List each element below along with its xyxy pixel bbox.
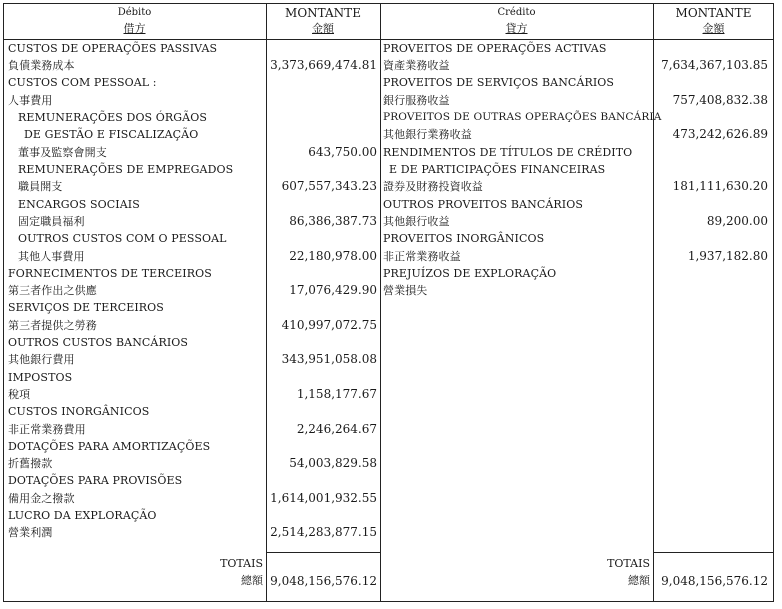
debit-row-amount: 1,158,177.67 bbox=[296, 387, 377, 401]
debit-amount-header-pt: MONTANTE bbox=[285, 6, 361, 20]
debit-row-label: 第三者提供之勞務 bbox=[8, 319, 97, 332]
debit-row-label: OUTROS CUSTOS COM O PESSOAL bbox=[18, 232, 227, 245]
debit-row-amount: 607,557,343.23 bbox=[281, 179, 377, 193]
debit-row-amount: 17,076,429.90 bbox=[289, 283, 377, 297]
debit-row-label: 固定職員福利 bbox=[18, 215, 85, 228]
credit-row-label: OUTROS PROVEITOS BANCÁRIOS bbox=[383, 198, 583, 211]
credit-row-label: E DE PARTICIPAÇÕES FINANCEIRAS bbox=[389, 163, 606, 176]
debit-row-label: OUTROS CUSTOS BANCÁRIOS bbox=[8, 336, 189, 349]
debit-row-label: DOTAÇÕES PARA PROVISÕES bbox=[8, 474, 183, 487]
debit-row-label: 折舊撥款 bbox=[8, 457, 53, 470]
totals-label-pt: TOTAIS bbox=[607, 557, 650, 570]
credit-row-label: 資產業務收益 bbox=[383, 59, 450, 72]
totals-label-zh: 總額 bbox=[628, 574, 650, 587]
debit-row-label: 備用金之撥款 bbox=[8, 492, 75, 505]
credit-amount-header-pt: MONTANTE bbox=[675, 6, 752, 20]
debit-row-amount: 410,997,072.75 bbox=[281, 318, 377, 332]
debit-row-label: 非正常業務費用 bbox=[8, 423, 86, 436]
credit-row-label: PROVEITOS INORGÂNICOS bbox=[383, 232, 545, 245]
credit-row-label: 非正常業務收益 bbox=[383, 250, 461, 263]
credit-row-amount: 89,200.00 bbox=[706, 214, 768, 228]
column-divider bbox=[653, 3, 654, 602]
debit-row-amount: 1,614,001,932.55 bbox=[270, 491, 377, 505]
credit-amount-header-zh: 金額 bbox=[702, 22, 725, 35]
credit-row-amount: 1,937,182.80 bbox=[687, 249, 768, 263]
credit-row-label: 證券及財務投資收益 bbox=[383, 180, 483, 193]
debit-header-pt: Débito bbox=[117, 7, 152, 18]
column-divider bbox=[266, 3, 267, 602]
credit-amount-header bbox=[653, 5, 774, 37]
credit-row-label: RENDIMENTOS DE TÍTULOS DE CRÉDITO bbox=[383, 146, 633, 159]
debit-row-label: DE GESTÃO E FISCALIZAÇÃO bbox=[24, 128, 199, 141]
credit-row-label: 營業損失 bbox=[383, 284, 428, 297]
debit-header-zh: 借方 bbox=[123, 22, 146, 35]
debit-header bbox=[3, 5, 266, 37]
debit-row-label: 董事及監察會開支 bbox=[18, 146, 107, 159]
debit-row-label: 第三者作出之供應 bbox=[8, 284, 97, 297]
debit-row-label: DOTAÇÕES PARA AMORTIZAÇÕES bbox=[8, 440, 211, 453]
debit-row-amount: 643,750.00 bbox=[308, 145, 377, 159]
column-divider bbox=[380, 3, 381, 602]
credit-row-label: 其他銀行業務收益 bbox=[383, 128, 472, 141]
debit-row-label: SERVIÇOS DE TERCEIROS bbox=[8, 301, 164, 314]
debit-row-label: CUSTOS COM PESSOAL : bbox=[8, 76, 157, 89]
debit-amount-header-zh: 金額 bbox=[312, 22, 334, 35]
debit-row-label: REMUNERAÇÕES DE EMPREGADOS bbox=[18, 163, 234, 176]
debit-row-label: 負債業務成本 bbox=[8, 59, 75, 72]
debit-row-amount: 2,246,264.67 bbox=[296, 422, 377, 436]
debit-row-amount: 22,180,978.00 bbox=[289, 249, 377, 263]
debit-row-amount: 3,373,669,474.81 bbox=[270, 58, 377, 72]
debit-row-label: 其他人事費用 bbox=[18, 250, 85, 263]
credit-header-zh: 貸方 bbox=[505, 22, 528, 35]
debit-row-label: ENCARGOS SOCIAIS bbox=[18, 198, 140, 211]
totals-label-zh: 總額 bbox=[241, 574, 263, 587]
credit-totals-label bbox=[540, 556, 650, 590]
debit-row-label: 職員開支 bbox=[18, 180, 63, 193]
debit-row-amount: 86,386,387.73 bbox=[289, 214, 377, 228]
credit-row-amount: 757,408,832.38 bbox=[672, 93, 768, 107]
credit-header bbox=[380, 5, 653, 37]
debit-row-label: 稅項 bbox=[8, 388, 31, 401]
debit-row-label: 其他銀行費用 bbox=[8, 353, 75, 366]
credit-row-label: PREJUÍZOS DE EXPLORAÇÃO bbox=[383, 267, 557, 280]
debit-row-label: 人事費用 bbox=[8, 94, 53, 107]
credit-row-label: 銀行服務收益 bbox=[383, 94, 450, 107]
debit-row-label: CUSTOS DE OPERAÇÕES PASSIVAS bbox=[8, 42, 218, 55]
credit-row-amount: 181,111,630.20 bbox=[672, 179, 768, 193]
credit-row-label: 其他銀行收益 bbox=[383, 215, 450, 228]
debit-row-label: FORNECIMENTOS DE TERCEIROS bbox=[8, 267, 212, 280]
debit-row-label: 營業利潤 bbox=[8, 526, 53, 539]
totals-rule bbox=[653, 552, 774, 553]
totals-rule bbox=[266, 552, 380, 553]
debit-row-amount: 343,951,058.08 bbox=[281, 352, 377, 366]
debit-row-amount: 2,514,283,877.15 bbox=[270, 525, 377, 539]
credit-row-amount: 7,634,367,103.85 bbox=[661, 58, 768, 72]
credit-row-label: PROVEITOS DE SERVIÇOS BANCÁRIOS bbox=[383, 76, 615, 89]
credit-total-amount: 9,048,156,576.12 bbox=[661, 574, 768, 588]
debit-total-amount: 9,048,156,576.12 bbox=[270, 574, 377, 588]
debit-row-label: IMPOSTOS bbox=[8, 371, 73, 384]
credit-row-label: PROVEITOS DE OUTRAS OPERAÇÕES BANCÁRIA bbox=[383, 111, 662, 123]
debit-row-label: LUCRO DA EXPLORAÇÃO bbox=[8, 509, 157, 522]
debit-row-label: REMUNERAÇÕES DOS ÓRGÃOS bbox=[18, 111, 207, 124]
credit-header-pt: Crédito bbox=[497, 7, 536, 18]
debit-row-label: CUSTOS INORGÂNICOS bbox=[8, 405, 150, 418]
totals-label-pt: TOTAIS bbox=[220, 557, 263, 570]
debit-totals-label bbox=[150, 556, 263, 590]
credit-row-label: PROVEITOS DE OPERAÇÕES ACTIVAS bbox=[383, 42, 607, 55]
credit-row-amount: 473,242,626.89 bbox=[672, 127, 768, 141]
debit-row-amount: 54,003,829.58 bbox=[289, 456, 377, 470]
debit-amount-header bbox=[266, 5, 380, 37]
